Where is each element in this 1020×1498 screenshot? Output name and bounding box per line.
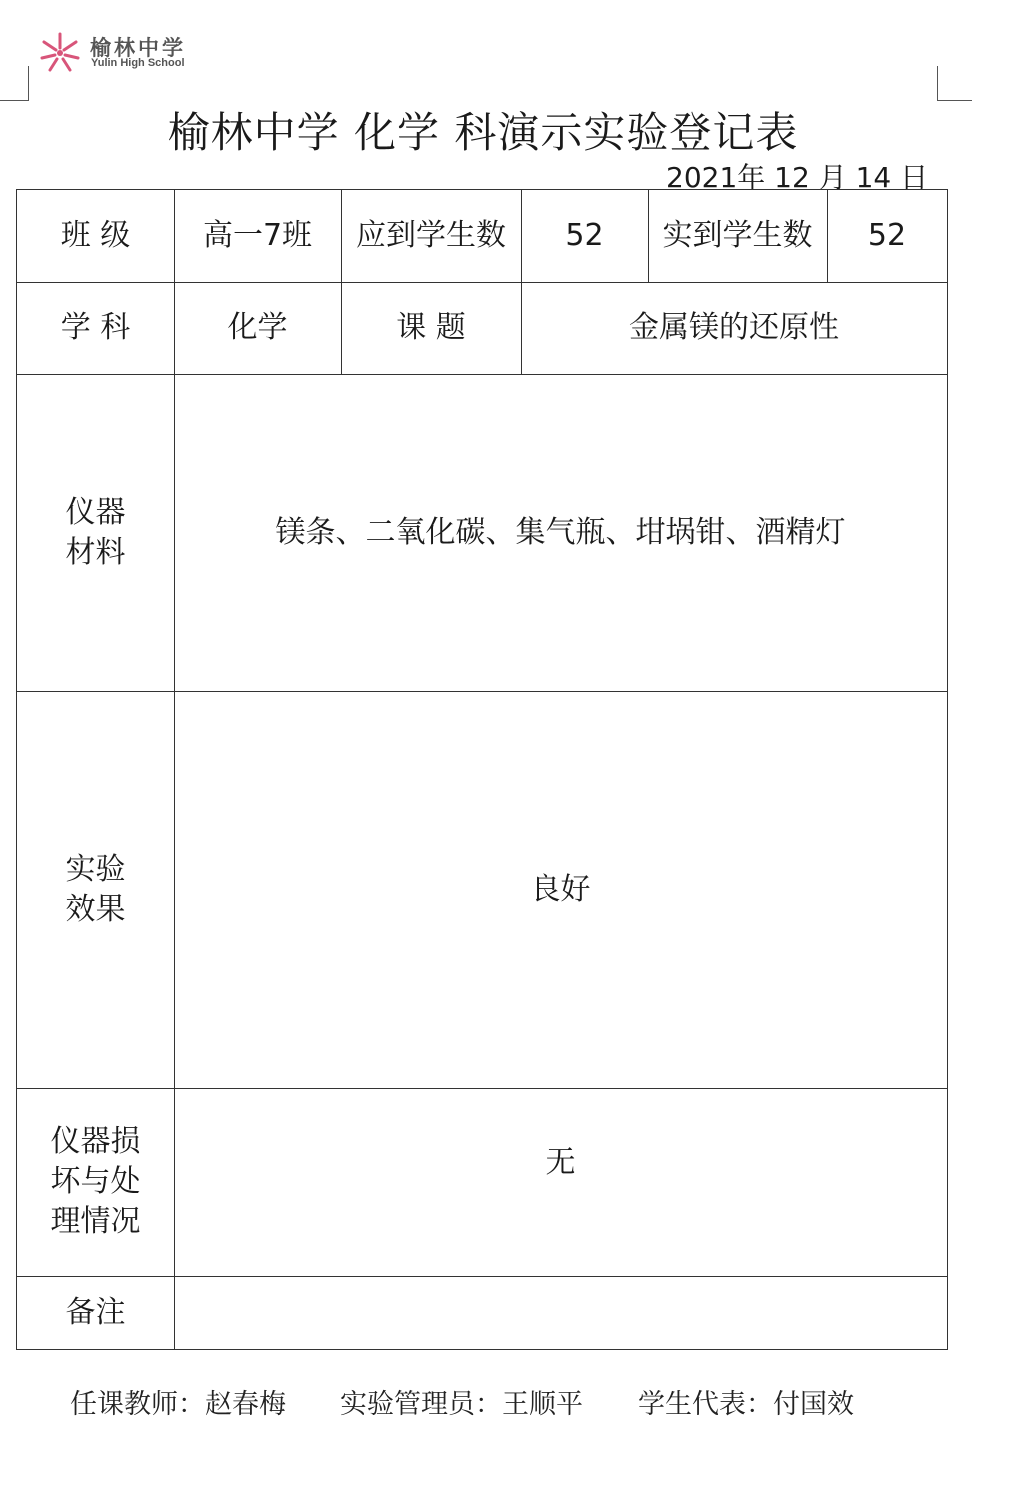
class-label: 班 级 [60,218,131,253]
teacher-signature: 任课教师：赵春梅 [70,1389,286,1420]
registration-table [16,189,948,1350]
crop-mark-left [0,66,29,101]
expected-students-value: 52 [565,218,604,253]
school-name-cn: 榆林中学 [90,35,186,60]
student-rep-signature: 学生代表：付国效 [638,1389,854,1420]
remarks-value [174,1276,947,1349]
damage-value: 无 [545,1145,576,1180]
form-date: 2021年 12 月 14 日 [666,161,929,194]
damage-label: 仪器损 坏与处 理情况 [50,1124,141,1239]
class-value: 高一7班 [202,218,313,253]
school-name-en: Yulin High School [91,57,185,69]
remarks-label: 备注 [65,1294,126,1330]
materials-label: 仪器 材料 [65,494,126,570]
effect-label: 实验 效果 [65,851,126,927]
subject-label: 学 科 [60,310,131,345]
topic-value: 金属镁的还原性 [629,310,839,345]
topic-label: 课 题 [396,310,466,345]
school-emblem-icon [38,30,82,74]
crop-mark-right [937,66,972,101]
materials-value: 镁条、二氧化碳、集气瓶、坩埚钳、酒精灯 [275,514,846,550]
actual-students-label: 实到学生数 [662,218,813,253]
form-title: 榆林中学 化学 科演示实验登记表 [167,108,799,157]
subject-value: 化学 [227,310,288,345]
lab-manager-signature: 实验管理员：王顺平 [340,1389,583,1420]
effect-value: 良好 [530,871,591,907]
expected-students-label: 应到学生数 [356,218,506,253]
actual-students-value: 52 [867,218,907,253]
